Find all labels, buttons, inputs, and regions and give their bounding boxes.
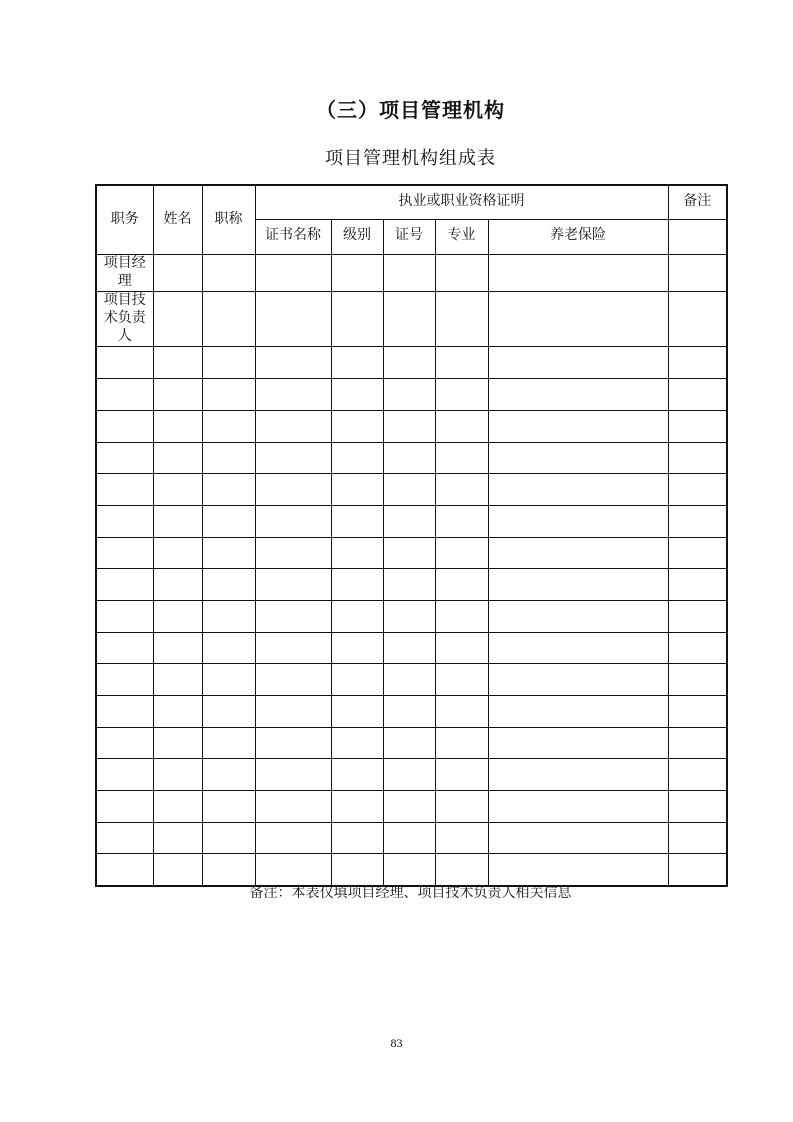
table-row: [96, 727, 727, 759]
cell-cert-name: [255, 442, 331, 474]
table-row: [96, 505, 727, 537]
cell-cert-name: [255, 569, 331, 601]
cell-title: [202, 442, 255, 474]
cell-name: [153, 696, 202, 728]
cell-title: [202, 854, 255, 886]
cell-pension: [488, 727, 668, 759]
cell-cert-name: [255, 347, 331, 379]
cell-pension: [488, 537, 668, 569]
cell-position: [96, 759, 153, 791]
cell-name: [153, 854, 202, 886]
cell-cert-no: [383, 759, 435, 791]
cell-title: [202, 505, 255, 537]
table-row: [96, 632, 727, 664]
cell-remarks: [668, 347, 727, 379]
cell-position: 项目经理: [96, 254, 153, 291]
cell-position: [96, 664, 153, 696]
cell-remarks: [668, 696, 727, 728]
cell-cert-no: [383, 696, 435, 728]
cell-specialty: [435, 505, 488, 537]
cell-cert-name: [255, 759, 331, 791]
table-row: [96, 600, 727, 632]
header-pension: 养老保险: [488, 219, 668, 254]
cell-cert-name: [255, 822, 331, 854]
cell-cert-no: [383, 727, 435, 759]
cell-name: [153, 727, 202, 759]
cell-pension: [488, 474, 668, 506]
cell-remarks: [668, 822, 727, 854]
cell-pension: [488, 791, 668, 823]
cell-remarks: [668, 759, 727, 791]
cell-position: [96, 632, 153, 664]
cell-name: [153, 759, 202, 791]
cell-level: [331, 632, 383, 664]
cell-position: [96, 854, 153, 886]
cell-specialty: [435, 696, 488, 728]
cell-pension: [488, 632, 668, 664]
cell-remarks: [668, 854, 727, 886]
cell-cert-name: [255, 410, 331, 442]
cell-pension: [488, 569, 668, 601]
cell-title: [202, 379, 255, 411]
cell-cert-no: [383, 474, 435, 506]
cell-specialty: [435, 291, 488, 347]
cell-title: [202, 727, 255, 759]
cell-name: [153, 505, 202, 537]
cell-cert-name: [255, 505, 331, 537]
cell-name: [153, 347, 202, 379]
cell-pension: [488, 505, 668, 537]
header-qualification-group: 执业或职业资格证明: [255, 185, 668, 219]
cell-cert-name: [255, 696, 331, 728]
cell-cert-name: [255, 600, 331, 632]
cell-cert-name: [255, 474, 331, 506]
cell-title: [202, 569, 255, 601]
cell-title: [202, 474, 255, 506]
cell-remarks: [668, 442, 727, 474]
cell-name: [153, 442, 202, 474]
cell-level: [331, 474, 383, 506]
table-row: [96, 822, 727, 854]
cell-cert-no: [383, 537, 435, 569]
cell-level: [331, 410, 383, 442]
table-row: [96, 474, 727, 506]
cell-pension: [488, 696, 668, 728]
cell-pension: [488, 664, 668, 696]
cell-pension: [488, 291, 668, 347]
cell-name: [153, 537, 202, 569]
cell-level: [331, 791, 383, 823]
header-name: 姓名: [153, 185, 202, 254]
cell-position: [96, 727, 153, 759]
cell-level: [331, 291, 383, 347]
cell-level: [331, 664, 383, 696]
cell-remarks: [668, 505, 727, 537]
header-row-1: [96, 185, 727, 219]
cell-specialty: [435, 727, 488, 759]
cell-specialty: [435, 569, 488, 601]
cell-position: [96, 505, 153, 537]
cell-title: [202, 632, 255, 664]
table-row: [96, 379, 727, 411]
cell-cert-no: [383, 664, 435, 696]
section-title: （三）项目管理机构: [316, 100, 505, 122]
cell-title: [202, 347, 255, 379]
cell-specialty: [435, 254, 488, 291]
table-row: [96, 347, 727, 379]
cell-position: [96, 379, 153, 411]
cell-title: [202, 410, 255, 442]
cell-position: [96, 600, 153, 632]
cell-name: [153, 822, 202, 854]
table-row: [96, 442, 727, 474]
cell-specialty: [435, 632, 488, 664]
table-row: [96, 696, 727, 728]
cell-remarks: [668, 632, 727, 664]
cell-remarks: [668, 537, 727, 569]
cell-level: [331, 379, 383, 411]
cell-position: [96, 569, 153, 601]
table-row: [96, 854, 727, 886]
cell-title: [202, 822, 255, 854]
cell-pension: [488, 759, 668, 791]
cell-title: [202, 791, 255, 823]
cell-pension: [488, 600, 668, 632]
cell-name: [153, 632, 202, 664]
table-title: 项目管理机构组成表: [325, 148, 496, 168]
cell-specialty: [435, 537, 488, 569]
table-footnote: 备注：本表仅填项目经理、项目技术负责人相关信息: [249, 886, 572, 901]
header-level: 级别: [331, 219, 383, 254]
cell-cert-no: [383, 291, 435, 347]
header-title: 职称: [202, 185, 255, 254]
cell-cert-name: [255, 537, 331, 569]
cell-position: [96, 822, 153, 854]
table-row: [96, 410, 727, 442]
organization-table: [95, 184, 728, 887]
cell-name: [153, 254, 202, 291]
cell-pension: [488, 347, 668, 379]
cell-cert-no: [383, 505, 435, 537]
cell-specialty: [435, 379, 488, 411]
cell-cert-name: [255, 791, 331, 823]
cell-position: [96, 410, 153, 442]
cell-level: [331, 569, 383, 601]
header-position: 职务: [96, 185, 153, 254]
cell-remarks: [668, 379, 727, 411]
table-row: [96, 569, 727, 601]
cell-cert-no: [383, 600, 435, 632]
cell-cert-no: [383, 254, 435, 291]
cell-title: [202, 254, 255, 291]
cell-title: [202, 537, 255, 569]
cell-name: [153, 664, 202, 696]
cell-title: [202, 696, 255, 728]
header-remarks: 备注: [668, 185, 727, 219]
cell-level: [331, 537, 383, 569]
cell-level: [331, 505, 383, 537]
cell-specialty: [435, 474, 488, 506]
cell-cert-name: [255, 727, 331, 759]
cell-pension: [488, 442, 668, 474]
header-remarks-sub-empty: [668, 219, 727, 254]
cell-remarks: [668, 474, 727, 506]
cell-name: [153, 379, 202, 411]
table-row: [96, 759, 727, 791]
cell-remarks: [668, 664, 727, 696]
cell-name: [153, 291, 202, 347]
cell-remarks: [668, 254, 727, 291]
cell-cert-no: [383, 379, 435, 411]
cell-cert-no: [383, 442, 435, 474]
cell-cert-no: [383, 791, 435, 823]
cell-specialty: [435, 600, 488, 632]
cell-cert-name: [255, 254, 331, 291]
cell-title: [202, 291, 255, 347]
cell-cert-name: [255, 379, 331, 411]
cell-name: [153, 569, 202, 601]
cell-specialty: [435, 759, 488, 791]
cell-cert-name: [255, 854, 331, 886]
cell-cert-name: [255, 291, 331, 347]
cell-pension: [488, 854, 668, 886]
cell-cert-no: [383, 347, 435, 379]
cell-name: [153, 791, 202, 823]
cell-position: 项目技术负责人: [96, 291, 153, 347]
cell-remarks: [668, 727, 727, 759]
cell-cert-no: [383, 632, 435, 664]
header-cert-name: 证书名称: [255, 219, 331, 254]
cell-remarks: [668, 291, 727, 347]
cell-cert-name: [255, 632, 331, 664]
cell-level: [331, 696, 383, 728]
cell-cert-no: [383, 854, 435, 886]
cell-level: [331, 854, 383, 886]
header-specialty: 专业: [435, 219, 488, 254]
cell-title: [202, 759, 255, 791]
table-row: [96, 254, 727, 291]
cell-cert-no: [383, 569, 435, 601]
cell-pension: [488, 410, 668, 442]
table-row: [96, 537, 727, 569]
cell-specialty: [435, 442, 488, 474]
cell-name: [153, 600, 202, 632]
cell-specialty: [435, 664, 488, 696]
cell-title: [202, 664, 255, 696]
table-row: [96, 291, 727, 347]
cell-level: [331, 822, 383, 854]
cell-cert-no: [383, 822, 435, 854]
cell-pension: [488, 379, 668, 411]
cell-position: [96, 791, 153, 823]
cell-position: [96, 537, 153, 569]
cell-position: [96, 347, 153, 379]
cell-position: [96, 474, 153, 506]
cell-cert-name: [255, 664, 331, 696]
cell-pension: [488, 822, 668, 854]
table-row: [96, 791, 727, 823]
cell-level: [331, 442, 383, 474]
cell-pension: [488, 254, 668, 291]
cell-level: [331, 254, 383, 291]
cell-position: [96, 696, 153, 728]
cell-cert-no: [383, 410, 435, 442]
cell-name: [153, 410, 202, 442]
cell-position: [96, 442, 153, 474]
cell-name: [153, 474, 202, 506]
cell-specialty: [435, 791, 488, 823]
cell-remarks: [668, 791, 727, 823]
cell-title: [202, 600, 255, 632]
cell-specialty: [435, 822, 488, 854]
cell-specialty: [435, 854, 488, 886]
cell-specialty: [435, 410, 488, 442]
cell-remarks: [668, 600, 727, 632]
cell-level: [331, 727, 383, 759]
cell-level: [331, 600, 383, 632]
cell-level: [331, 347, 383, 379]
cell-level: [331, 759, 383, 791]
header-cert-no: 证号: [383, 219, 435, 254]
table-header: [96, 185, 727, 254]
cell-remarks: [668, 569, 727, 601]
cell-remarks: [668, 410, 727, 442]
cell-specialty: [435, 347, 488, 379]
table-body: [96, 254, 727, 886]
table-row: [96, 664, 727, 696]
page-number: 83: [390, 1036, 403, 1050]
